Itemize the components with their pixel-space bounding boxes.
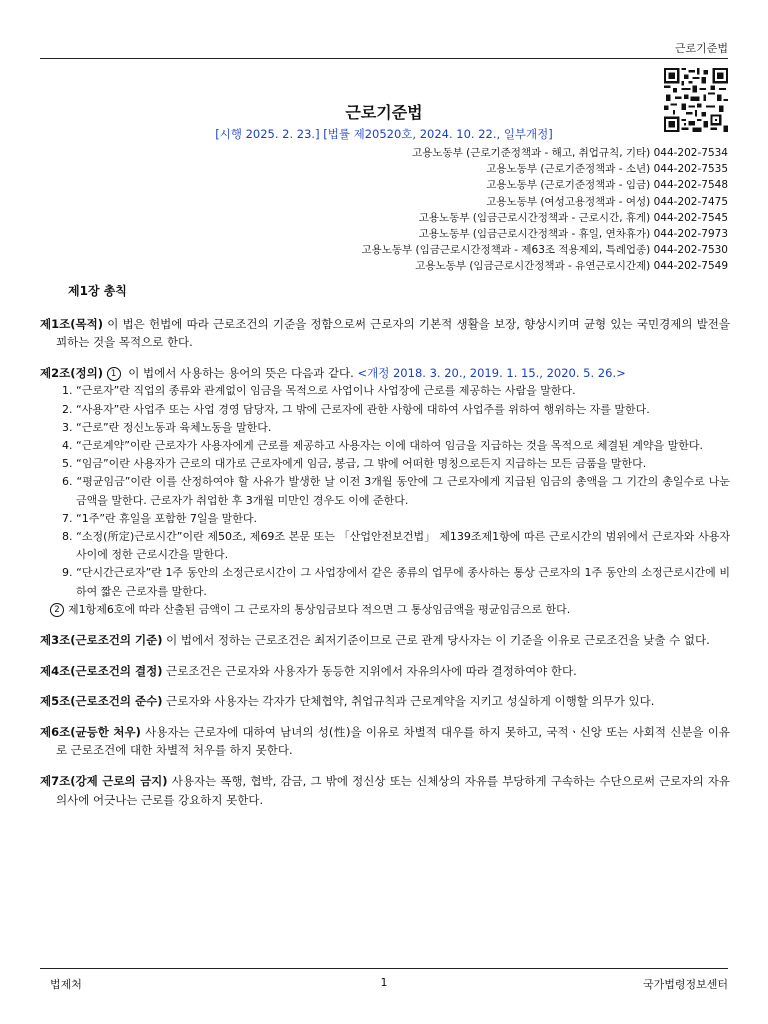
definition-item: 4. “근로계약”이란 근로자가 사용자에게 근로를 제공하고 사용자는 이에 대하여 임금을 지급하는 것을 목적으로 체결된 계약을 말한다. (62, 438, 704, 452)
definition-item: 8. “소정(所定)근로시간”이란 제50조, 제69조 본문 또는 「산업안전보건법」 제139조제1항에 따른 근로시간의 범위에서 근로자와 사용자 사이에 정한 근로시간을 말한다. (62, 530, 730, 562)
article-7 (40, 772, 730, 809)
article-text: 사용자는 폭행, 협박, 감금, 그 밖에 정신상 또는 신체상의 자유를 부당하게 구속하는 수단으로써 근로자의 자유의사에 어긋나는 근로를 강요하지 못한다. (56, 773, 730, 807)
amendment-link[interactable]: <개정 2018. 3. 20., 2019. 1. 15., 2020. 5. 26.> (357, 365, 626, 380)
definition-item: 1. “근로자”란 직업의 종류와 관계없이 임금을 목적으로 사업이나 사업장에 근로를 제공하는 사람을 말한다. (62, 384, 576, 398)
footer-source: 국가법령정보센터 (642, 978, 728, 991)
definition-list (40, 382, 730, 600)
paragraph-number-1: 1 (107, 367, 121, 381)
definition-item: 2. “사용자”란 사업주 또는 사업 경영 담당자, 그 밖에 근로자에 관한 사항에 대하여 사업주를 위하여 행위하는 자를 말한다. (62, 402, 650, 416)
article-1 (40, 315, 730, 352)
definition-item: 3. “근로”란 정신노동과 육체노동을 말한다. (62, 420, 272, 434)
running-header-title: 근로기준법 (674, 42, 728, 55)
enactment-info[interactable]: [시행 2025. 2. 23.] [법률 제20520호, 2024. 10. 22., 일부개정] (215, 127, 553, 141)
article-heading: 제4조(근로조건의 결정) (40, 663, 163, 678)
ministry-contact: 고용노동부 (임금근로시간정책과 - 휴일, 연차휴가) 044-202-7973 (418, 228, 728, 241)
footer-publisher: 법제처 (50, 978, 82, 991)
header-rule (40, 58, 728, 59)
article-2 (40, 364, 730, 619)
article-2-paragraph-1 (40, 364, 730, 383)
article-text: 제1항제6호에 따라 산출된 금액이 그 근로자의 통상임금보다 적으면 그 통상임금액을 평균임금으로 한다. (68, 602, 571, 616)
document-body (40, 282, 730, 821)
article-6 (40, 723, 730, 760)
paragraph-number-2: 2 (50, 603, 64, 617)
definition-item: 9. “단시간근로자”란 1주 동안의 소정근로시간이 그 사업장에서 같은 종류의 업무에 종사하는 통상 근로자의 1주 동안의 소정근로시간에 비하여 짧은 근로자를 말한다. (62, 566, 730, 598)
article-heading: 제2조(정의) (40, 365, 103, 380)
ministry-contact: 고용노동부 (근로기준정책과 - 해고, 취업규칙, 기타) 044-202-7534 (412, 147, 728, 159)
article-2-paragraph-2 (40, 601, 730, 619)
article-text: 근로조건은 근로자와 사용자가 동등한 지위에서 자유의사에 따라 결정하여야 한다. (162, 663, 577, 678)
article-5 (40, 692, 730, 711)
ministry-contact: 고용노동부 (근로기준정책과 - 임금) 044-202-7548 (486, 179, 728, 192)
ministry-contacts (361, 145, 728, 275)
ministry-contact: 고용노동부 (여성고용정책과 - 여성) 044-202-7475 (486, 195, 728, 208)
chapter-heading: 제1장 총칙 (68, 284, 127, 298)
ministry-contact: 고용노동부 (임금근로시간정책과 - 유연근로시간제) 044-202-7549 (415, 260, 728, 273)
ministry-contact: 고용노동부 (임금근로시간정책과 - 근로시간, 휴게) 044-202-7545 (418, 211, 728, 224)
page-number: 1 (380, 976, 388, 989)
article-3 (40, 631, 730, 650)
article-heading: 제7조(강제 근로의 금지) (40, 773, 168, 788)
article-heading: 제6조(균등한 처우) (40, 724, 141, 739)
article-heading: 제5조(근로조건의 준수) (40, 694, 163, 709)
article-text: 이 법에서 정하는 근로조건은 최저기준이므로 근로 관계 당사자는 이 기준을 이유로 근로조건을 낮출 수 없다. (162, 633, 710, 648)
article-text: 근로자와 사용자는 각자가 단체협약, 취업규칙과 근로계약을 지키고 성실하게 이행할 의무가 있다. (162, 694, 655, 709)
ministry-contact: 고용노동부 (근로기준정책과 - 소년) 044-202-7535 (486, 163, 728, 176)
document-title: 근로기준법 (345, 103, 423, 122)
definition-item: 5. “임금”이란 사용자가 근로의 대가로 근로자에게 임금, 봉급, 그 밖에 어떠한 명칭으로든지 지급하는 모든 금품을 말한다. (62, 457, 647, 471)
article-text: 이 법에서 사용하는 용어의 뜻은 다음과 같다. (124, 365, 358, 380)
article-heading: 제3조(근로조건의 기준) (40, 633, 163, 648)
article-heading: 제1조(목적) (40, 316, 103, 331)
article-4 (40, 662, 730, 681)
ministry-contact: 고용노동부 (임금근로시간정책과 - 제63조 적용제외, 특례업종) 044-202-7530 (361, 244, 728, 257)
article-text: 이 법은 헌법에 따라 근로조건의 기준을 정함으로써 근로자의 기본적 생활을 보장, 향상시키며 균형 있는 국민경제의 발전을 꾀하는 것을 목적으로 한다. (56, 316, 730, 350)
footer-rule (40, 968, 728, 969)
article-text: 사용자는 근로자에 대하여 남녀의 성(性)을 이유로 차별적 대우를 하지 못하고, 국적ㆍ신앙 또는 사회적 신분을 이유로 근로조건에 대한 차별적 처우를 하지 못한다. (56, 724, 730, 758)
definition-item: 7. “1주”란 휴일을 포함한 7일을 말한다. (62, 511, 258, 525)
definition-item: 6. “평균임금”이란 이를 산정하여야 할 사유가 발생한 날 이전 3개월 동안에 그 근로자에게 지급된 임금의 총액을 그 기간의 총일수로 나눈 금액을 말한다. 근로자가 취업한 후 3개월 미만인 경우도 이에 준한다. (62, 475, 730, 507)
